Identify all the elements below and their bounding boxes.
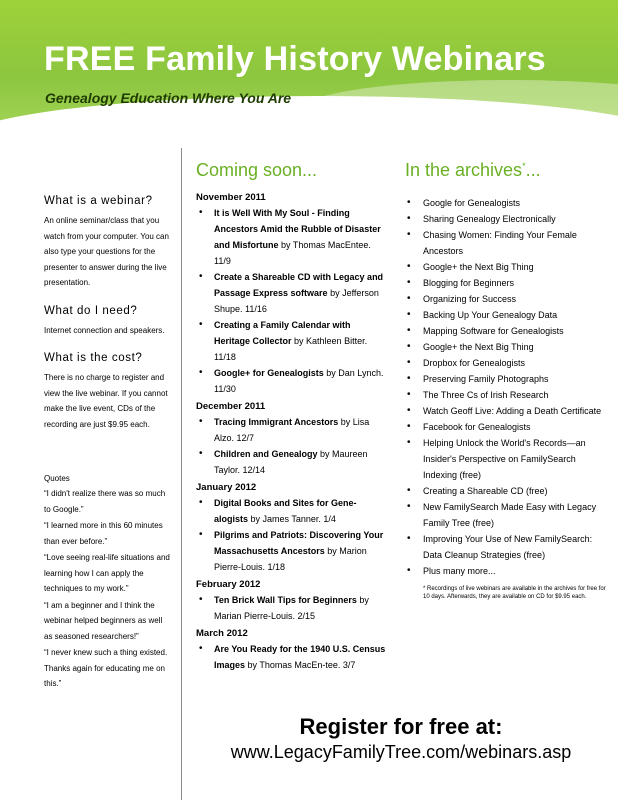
sidebar-heading: What is a webinar? <box>44 195 153 207</box>
archive-item: • Dropbox for Genealogists <box>405 355 610 371</box>
event-title: Are You Ready for the 1940 U.S. Census Images <box>214 644 386 670</box>
archives-footnote: * Recordings of live webinars are available in the archives for free for 10 days. Afterwards, they are available on CD for $9.95 each. <box>423 586 606 600</box>
sidebar-heading: What do I need? <box>44 304 138 317</box>
archive-item: • Helping Unlock the World's Records—an Insider's Perspective on FamilySearch Indexing (free) <box>405 435 610 483</box>
event-list <box>196 495 386 575</box>
register-heading: Register for free at: <box>299 714 503 739</box>
event-item <box>196 446 386 478</box>
sidebar-text: Internet connection and speakers. <box>44 325 165 335</box>
coming-soon-column <box>196 160 386 673</box>
register-block <box>196 714 606 763</box>
archive-item: • Sharing Genealogy Electronically <box>405 211 610 227</box>
event-item <box>196 592 386 624</box>
archive-item: • Mapping Software for Genealogists <box>405 323 610 339</box>
archives-title-suffix: ... <box>525 160 541 180</box>
event-presenter: by Marian Pierre-Louis. 2/15 <box>214 595 369 621</box>
event-title: Pilgrims and Patriots: Discovering Your Massachusetts Ancestors <box>214 530 384 556</box>
event-presenter: by Lisa Alzo. 12/7 <box>214 417 370 443</box>
archive-item: • Chasing Women: Finding Your Female Ancestors <box>405 227 610 259</box>
archives-title-text: In the archives <box>405 160 523 180</box>
event-title: Digital Books and Sites for Gene-alogists <box>214 498 357 524</box>
quote: “I am a beginner and I think the webinar helped beginners as well as seasoned researchers!” <box>44 600 163 641</box>
month-heading: November 2011 <box>196 192 266 203</box>
sidebar-text: An online seminar/class that you watch from your computer. You can also type your questions for the presenter to answer during the live presentation. <box>44 216 169 287</box>
quote: “I never knew such a thing existed. Thanks again for educating me on this.” <box>44 648 168 688</box>
archive-item: • Improving Your Use of New FamilySearch: Data Cleanup Strategies (free) <box>405 531 610 563</box>
event-item <box>196 205 386 269</box>
archive-item: • Watch Geoff Live: Adding a Death Certificate <box>405 403 610 419</box>
sidebar-section-cost <box>44 352 172 432</box>
event-presenter: by James Tanner. 1/4 <box>248 514 336 524</box>
sidebar-text: There is no charge to register and view the live webinar. If you cannot make the live event, CDs of the recording are just $9.95 each. <box>44 373 168 429</box>
header-banner <box>0 0 618 140</box>
event-presenter: by Maureen Taylor. 12/14 <box>214 449 368 475</box>
month-heading: January 2012 <box>196 482 257 493</box>
event-title: Create a Shareable CD with Legacy and Passage Express software <box>214 272 384 298</box>
sidebar-section-webinar <box>44 195 172 291</box>
archives-list <box>405 195 610 579</box>
event-item <box>196 495 386 527</box>
page-title: FREE Family History Webinars <box>44 40 546 78</box>
archive-item: • Google for Genealogists <box>405 195 610 211</box>
event-presenter: by Jefferson Shupe. 11/16 <box>214 288 379 314</box>
quotes-heading: Quotes <box>44 474 70 483</box>
coming-soon-list <box>196 191 386 673</box>
event-presenter: by Marion Pierre-Louis. 1/18 <box>214 546 367 572</box>
quote: “Love seeing real-life situations and learning how I can apply the techniques to my work.” <box>44 553 170 593</box>
archive-item: • Preserving Family Photographs <box>405 371 610 387</box>
event-item <box>196 641 386 673</box>
event-title: It is Well With My Soul - Finding Ancestors Amid the Rubble of Disaster and Misfortune <box>214 208 381 250</box>
event-title: Tracing Immigrant Ancestors <box>214 417 339 427</box>
archive-item: • Plus many more... <box>405 563 610 579</box>
month-heading: February 2012 <box>196 579 261 590</box>
column-divider <box>181 148 182 800</box>
archive-item: • Blogging for Beginners <box>405 275 610 291</box>
archive-item: • The Three Cs of Irish Research <box>405 387 610 403</box>
event-presenter: by Dan Lynch. 11/30 <box>214 368 384 394</box>
sidebar-section-need <box>44 305 172 339</box>
event-item <box>196 269 386 317</box>
event-title: Ten Brick Wall Tips for Beginners <box>214 595 357 605</box>
archives-column <box>405 160 610 601</box>
event-item <box>196 317 386 365</box>
archive-item: • New FamilySearch Made Easy with Legacy Family Tree (free) <box>405 499 610 531</box>
event-item <box>196 365 386 397</box>
event-title: Google+ for Genealogists <box>214 368 324 378</box>
event-presenter: by Kathleen Bitter. 11/18 <box>214 336 368 362</box>
coming-soon-title: Coming soon... <box>196 160 318 180</box>
archives-title <box>405 160 610 181</box>
event-list <box>196 414 386 478</box>
month-heading: December 2011 <box>196 401 266 412</box>
page-subtitle: Genealogy Education Where You Are <box>45 90 292 106</box>
event-item <box>196 527 386 575</box>
archive-item: • Creating a Shareable CD (free) <box>405 483 610 499</box>
event-presenter: by Thomas MacEntee. 11/9 <box>214 240 371 266</box>
sidebar <box>44 195 172 693</box>
event-list <box>196 592 386 624</box>
sidebar-heading: What is the cost? <box>44 352 143 364</box>
event-title: Creating a Family Calendar with Heritage Collector <box>214 320 351 346</box>
register-url[interactable]: www.LegacyFamilyTree.com/webinars.asp <box>230 742 572 762</box>
archive-item: • Google+ the Next Big Thing <box>405 259 610 275</box>
archive-item: • Backing Up Your Genealogy Data <box>405 307 610 323</box>
event-title: Children and Genealogy <box>214 449 318 459</box>
archive-item: • Organizing for Success <box>405 291 610 307</box>
event-list <box>196 205 386 397</box>
event-presenter: by Thomas MacEn-tee. 3/7 <box>245 660 356 670</box>
event-list <box>196 641 386 673</box>
event-item <box>196 414 386 446</box>
archives-title-mark: * <box>522 161 526 171</box>
archive-item: • Google+ the Next Big Thing <box>405 339 610 355</box>
month-heading: March 2012 <box>196 628 248 639</box>
quote: “I didn't realize there was so much to Google.” <box>44 489 166 514</box>
archive-item: • Facebook for Genealogists <box>405 419 610 435</box>
quote: “I learned more in this 60 minutes than ever before.” <box>44 521 163 546</box>
